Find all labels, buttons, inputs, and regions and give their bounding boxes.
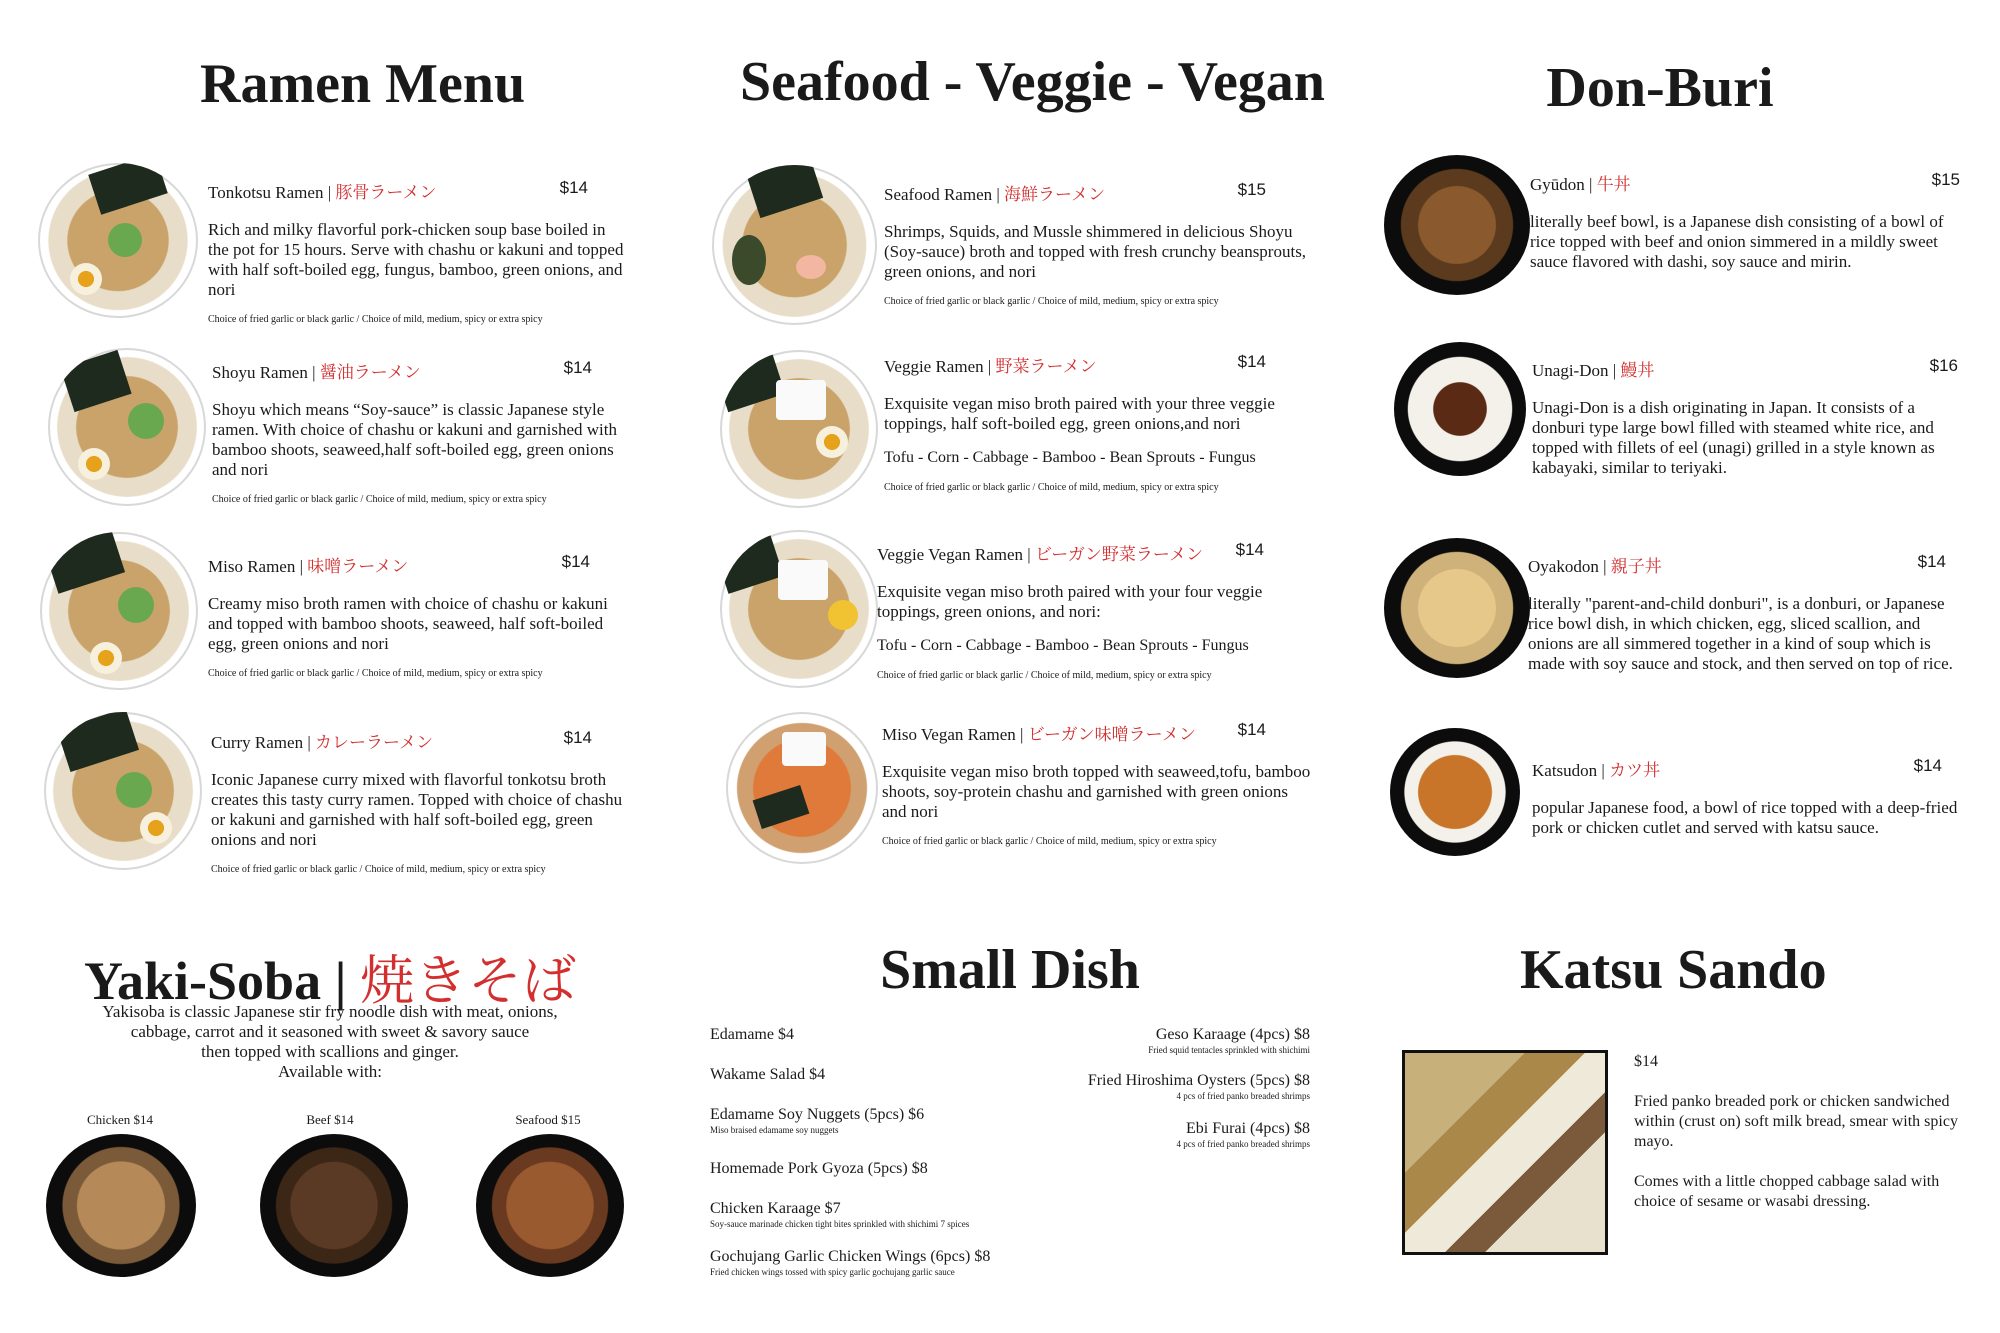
- item-description: literally beef bowl, is a Japanese dish consisting of a bowl of rice topped with beef and onion simmered in a mildly sweet sauce flavored with dashi, soy sauce and mirin.: [1530, 212, 1944, 271]
- item-name-jp: 牛丼: [1596, 175, 1631, 195]
- small-dish-gochujang-wings: Gochujang Garlic Chicken Wings (6pcs) $8 Fried chicken wings tossed with spicy garlic gochujang garlic sauce: [710, 1248, 991, 1277]
- unagi-don-photo: [1394, 342, 1526, 476]
- item-price: $14: [1237, 352, 1266, 371]
- item-price: $15: [1237, 180, 1266, 199]
- menu-item-veggie-vegan-ramen: Veggie Vegan Ramen | ビーガン野菜ラーメン $14 Exquisite vegan miso broth paired with your four veggie toppings, green onions, and nori: Tofu - Corn - Cabbage - Bamboo - Bean Sprouts - Fungus Choice of fried garlic or black garlic / Choice of mild, medium, spicy or extra spicy: [877, 540, 1314, 681]
- miso-vegan-ramen-photo: [726, 712, 878, 864]
- yakisoba-description: Yakisoba is classic Japanese stir fry noodle dish with meat, onions, cabbage, carrot and it seasoned with sweet & savory sauce then topped with scallions and ginger. Available with:: [102, 1002, 558, 1081]
- veggie-vegan-ramen-photo: [720, 530, 878, 688]
- shoyu-ramen-photo: [48, 348, 206, 506]
- small-dish-edamame: Edamame $4: [710, 1026, 794, 1043]
- ramen-menu-title: Ramen Menu: [200, 53, 526, 115]
- veggie-ramen-photo: [720, 350, 878, 508]
- seafood-veggie-vegan-title: Seafood - Veggie - Vegan: [740, 51, 1325, 113]
- tonkotsu-ramen-photo: [38, 163, 198, 318]
- menu-item-katsu-sando: [1634, 1052, 1984, 1212]
- item-description: Exquisite vegan miso broth topped with seaweed,tofu, bamboo shoots, soy-protein chashu and garnished with green onions and nori: [882, 762, 1311, 821]
- item-price: $14: [1237, 720, 1266, 739]
- item-description: Fried panko breaded pork or chicken sandwiched within (crust on) soft milk bread, smear with spicy mayo.: [1634, 1093, 1958, 1150]
- item-name: Miso Ramen: [208, 557, 296, 576]
- small-dish-hiroshima-oysters: Fried Hiroshima Oysters (5pcs) $8 4 pcs of fried panko breaded shrimps: [1087, 1072, 1310, 1101]
- small-dish-geso-karaage: Geso Karaage (4pcs) $8 Fried squid tentacles sprinkled with shichimi: [1148, 1026, 1310, 1055]
- menu-item-seafood-ramen: Seafood Ramen | 海鮮ラーメン $15 Shrimps, Squids, and Mussle shimmered in delicious Shoyu (Soy-sauce) broth and topped with fresh crunchy beansprouts, green onions, and nori Choice of fried garlic or black garlic / Choice of mild, medium, spicy or extra spicy: [884, 180, 1314, 307]
- item-price: $14: [561, 552, 590, 571]
- item-name: Unagi-Don: [1532, 361, 1609, 380]
- yakisoba-beef-photo: [260, 1134, 408, 1277]
- item-price: $14: [1235, 540, 1264, 559]
- item-name-jp: 野菜ラーメン: [995, 357, 1097, 377]
- small-dish-edamame-soy-nuggets: Edamame Soy Nuggets (5pcs) $6 Miso braised edamame soy nuggets: [710, 1106, 925, 1135]
- item-choice-note: Choice of fried garlic or black garlic / Choice of mild, medium, spicy or extra spicy: [211, 864, 546, 875]
- item-description: Shrimps, Squids, and Mussle shimmered in delicious Shoyu (Soy-sauce) broth and topped with fresh crunchy beansprouts, green onions, and nori: [884, 222, 1307, 281]
- katsudon-photo: [1390, 728, 1520, 856]
- menu-item-miso-ramen: Miso Ramen | 味噌ラーメン $14 Creamy miso broth ramen with choice of chashu or kakuni and topped with bamboo shoots, seaweed, half soft-boiled egg, green onions and nori Choice of fried garlic or black garlic / Choice of mild, medium, spicy or extra spicy: [208, 552, 628, 679]
- item-name-jp: 鰻丼: [1620, 361, 1655, 381]
- menu-item-veggie-ramen: Veggie Ramen | 野菜ラーメン $14 Exquisite vegan miso broth paired with your three veggie toppings, half soft-boiled egg, green onions,and nori Tofu - Corn - Cabbage - Bamboo - Bean Sprouts - Fungus Choice of fried garlic or black garlic / Choice of mild, medium, spicy or extra spicy: [884, 352, 1314, 493]
- small-dish-ebi-furai: Ebi Furai (4pcs) $8 4 pcs of fried panko breaded shrimps: [1176, 1120, 1310, 1149]
- item-description: Creamy miso broth ramen with choice of chashu or kakuni and topped with bamboo shoots, seaweed, half soft-boiled egg, green onions and nori: [208, 594, 608, 653]
- small-dish-chicken-karaage: Chicken Karaage $7 Soy-sauce marinade chicken tight bites sprinkled with shichimi 7 spices: [710, 1200, 970, 1229]
- item-price: $15: [1931, 170, 1960, 189]
- item-name: Miso Vegan Ramen: [882, 725, 1016, 744]
- item-name-jp: ビーガン野菜ラーメン: [1034, 545, 1204, 565]
- item-name: Gyūdon: [1530, 175, 1585, 194]
- item-name-jp: 味噌ラーメン: [307, 557, 409, 577]
- katsu-sando-photo: [1402, 1050, 1608, 1255]
- menu-item-curry-ramen: Curry Ramen | カレーラーメン $14 Iconic Japanese curry mixed with flavorful tonkotsu broth creates this tasty curry ramen. Topped with choice of chashu or kakuni and garnished with half soft-boiled egg, green onions and nori Choice of fried garlic or black garlic / Choice of mild, medium, spicy or extra spicy: [211, 728, 628, 875]
- small-dish-title: Small Dish: [880, 939, 1140, 1001]
- gyudon-photo: [1384, 155, 1530, 295]
- curry-ramen-photo: [44, 712, 202, 870]
- item-name: Veggie Vegan Ramen: [877, 545, 1024, 564]
- item-name-jp: カツ丼: [1609, 761, 1661, 781]
- donburi-title: Don-Buri: [1546, 57, 1774, 119]
- item-description: Unagi-Don is a dish originating in Japan. It consists of a donburi type large bowl filled with steamed white rice, and topped with fillets of eel (unagi) grilled in a style known as kabayaki, similar to teriyaki.: [1532, 398, 1935, 477]
- item-name-jp: 豚骨ラーメン: [335, 183, 437, 203]
- menu-item-oyakodon: Oyakodon | 親子丼 $14 literally "parent-and-child donburi", is a donburi, or Japanese rice bowl dish, in which chicken, egg, sliced scallion, and onions are all simmered together in a kind of soup which is made with soy sauce and stock, and then served on top of rice.: [1528, 552, 1968, 674]
- item-choice-note: Choice of fried garlic or black garlic / Choice of mild, medium, spicy or extra spicy: [877, 670, 1212, 681]
- item-description: Shoyu which means “Soy-sauce” is classic Japanese style ramen. With choice of chashu or kakuni and garnished with bamboo shoots, seaweed,half soft-boiled egg, green onions and nori: [212, 400, 617, 479]
- item-name-jp: 醤油ラーメン: [319, 363, 421, 383]
- item-toppings: Tofu - Corn - Cabbage - Bamboo - Bean Sprouts - Fungus: [884, 449, 1256, 466]
- item-name: Curry Ramen: [211, 733, 304, 752]
- menu-item-gyudon: Gyūdon | 牛丼 $15 literally beef bowl, is a Japanese dish consisting of a bowl of rice topped with beef and onion simmered in a mildly sweet sauce flavored with dashi, soy sauce and mirin.: [1530, 170, 1970, 272]
- item-description: Rich and milky flavorful pork-chicken soup base boiled in the pot for 15 hours. Serve with chashu or kakuni and topped with half soft-boiled egg, fungus, bamboo, green onions, and nori: [208, 220, 624, 299]
- item-choice-note: Choice of fried garlic or black garlic / Choice of mild, medium, spicy or extra spicy: [884, 482, 1219, 493]
- item-name: Oyakodon: [1528, 557, 1599, 576]
- item-price: $14: [1634, 1053, 1658, 1070]
- item-price: $16: [1929, 356, 1958, 375]
- item-name: Shoyu Ramen: [212, 363, 308, 382]
- item-price: $14: [563, 728, 592, 747]
- yakisoba-title: Yaki-Soba | 焼きそば: [84, 949, 576, 1012]
- yakisoba-title-jp: 焼きそば: [360, 949, 576, 1012]
- item-name-jp: 海鮮ラーメン: [1004, 185, 1106, 205]
- miso-ramen-photo: [40, 532, 198, 690]
- item-price: $14: [563, 358, 592, 377]
- menu-item-unagi-don: Unagi-Don | 鰻丼 $16 Unagi-Don is a dish originating in Japan. It consists of a donburi type large bowl filled with steamed white rice, and topped with fillets of eel (unagi) grilled in a style known as kabayaki, similar to teriyaki.: [1532, 356, 1972, 478]
- item-choice-note: Choice of fried garlic or black garlic / Choice of mild, medium, spicy or extra spicy: [882, 836, 1217, 847]
- small-dish-wakame-salad: Wakame Salad $4: [710, 1066, 826, 1083]
- yakisoba-seafood-photo: [476, 1134, 624, 1277]
- item-price: $14: [1917, 552, 1946, 571]
- item-choice-note: Choice of fried garlic or black garlic / Choice of mild, medium, spicy or extra spicy: [208, 668, 543, 679]
- item-toppings: Tofu - Corn - Cabbage - Bamboo - Bean Sprouts - Fungus: [877, 637, 1249, 654]
- item-choice-note: Choice of fried garlic or black garlic / Choice of mild, medium, spicy or extra spicy: [884, 296, 1219, 307]
- yakisoba-option-beef: Beef $14: [306, 1112, 354, 1127]
- menu-item-tonkotsu-ramen: Tonkotsu Ramen | 豚骨ラーメン $14 Rich and milky flavorful pork-chicken soup base boiled in the pot for 15 hours. Serve with chashu or kakuni and topped with half soft-boiled egg, fungus, bamboo, green onions, and nori Choice of fried garlic or black garlic / Choice of mild, medium, spicy or extra spicy: [208, 178, 628, 325]
- item-choice-note: Choice of fried garlic or black garlic / Choice of mild, medium, spicy or extra spicy: [208, 314, 543, 325]
- item-description: Exquisite vegan miso broth paired with your four veggie toppings, green onions, and nori:: [877, 582, 1263, 621]
- item-choice-note: Choice of fried garlic or black garlic / Choice of mild, medium, spicy or extra spicy: [212, 494, 547, 505]
- small-dish-pork-gyoza: Homemade Pork Gyoza (5pcs) $8: [710, 1160, 928, 1177]
- item-name-jp: 親子丼: [1610, 557, 1662, 577]
- menu-item-miso-vegan-ramen: Miso Vegan Ramen | ビーガン味噌ラーメン $14 Exquisite vegan miso broth topped with seaweed,tofu, bamboo shoots, soy-protein chashu and garnished with green onions and nori Choice of fried garlic or black garlic / Choice of mild, medium, spicy or extra spicy: [882, 720, 1314, 847]
- item-name: Tonkotsu Ramen: [208, 183, 324, 202]
- yakisoba-chicken-photo: [46, 1134, 196, 1277]
- item-description: Exquisite vegan miso broth paired with your three veggie toppings, half soft-boiled egg, green onions,and nori: [884, 394, 1275, 433]
- yakisoba-option-seafood: Seafood $15: [515, 1112, 581, 1127]
- item-name-jp: ビーガン味噌ラーメン: [1027, 725, 1196, 745]
- item-description: popular Japanese food, a bowl of rice topped with a deep-fried pork or chicken cutlet and served with katsu sauce.: [1532, 798, 1958, 837]
- oyakodon-photo: [1384, 538, 1530, 678]
- item-price: $14: [559, 178, 588, 197]
- item-name: Seafood Ramen: [884, 185, 993, 204]
- menu-item-shoyu-ramen: Shoyu Ramen | 醤油ラーメン $14 Shoyu which means “Soy-sauce” is classic Japanese style ramen. With choice of chashu or kakuni and garnished with bamboo shoots, seaweed,half soft-boiled egg, green onions and nori Choice of fried garlic or black garlic / Choice of mild, medium, spicy or extra spicy: [212, 358, 628, 505]
- yakisoba-option-chicken: Chicken $14: [86, 1112, 154, 1127]
- item-name-jp: カレーラーメン: [314, 733, 434, 753]
- item-description: literally "parent-and-child donburi", is a donburi, or Japanese rice bowl dish, in which chicken, egg, sliced scallion, and onions are all simmered together in a kind of soup which is made with soy sauce and stock, and then served on top of rice.: [1528, 594, 1953, 673]
- item-name: Katsudon: [1532, 761, 1598, 780]
- menu-item-katsudon: Katsudon | カツ丼 $14 popular Japanese food, a bowl of rice topped with a deep-fried pork or chicken cutlet and served with katsu sauce.: [1532, 756, 1968, 838]
- item-description: Iconic Japanese curry mixed with flavorful tonkotsu broth creates this tasty curry ramen. Topped with choice of chashu or kakuni and garnished with half soft-boiled egg, green onions and nori: [211, 770, 623, 849]
- item-price: $14: [1913, 756, 1942, 775]
- seafood-ramen-photo: [712, 165, 877, 325]
- katsu-sando-title: Katsu Sando: [1520, 939, 1827, 1001]
- item-name: Veggie Ramen: [884, 357, 984, 376]
- item-description-extra: Comes with a little chopped cabbage salad with choice of sesame or wasabi dressing.: [1634, 1173, 1940, 1210]
